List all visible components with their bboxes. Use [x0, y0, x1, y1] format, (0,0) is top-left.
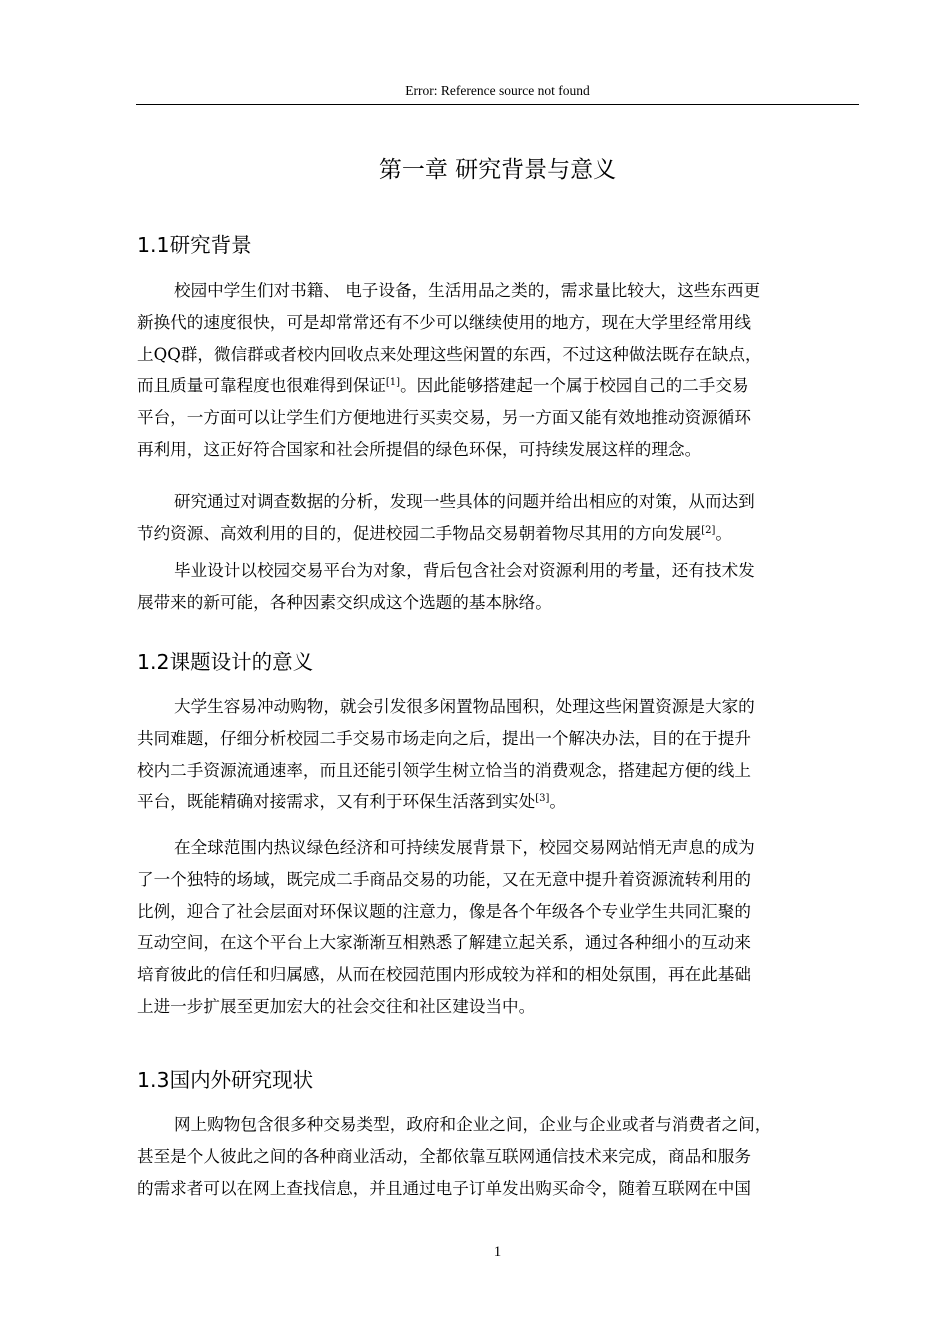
paragraph	[137, 832, 859, 1023]
paragraph	[137, 486, 859, 550]
paragraph-line	[137, 1173, 859, 1205]
paragraph	[137, 691, 859, 818]
section-heading: 1.3国内外研究现状	[137, 1068, 314, 1092]
line-text: 节约资源、高效利用的目的，促进校园二手物品交易朝着物尽其用的方向发展	[137, 523, 702, 543]
line-text-continued: 。	[549, 792, 567, 812]
line-text: 研究通过对调查数据的分析，发现一些具体的问题并给出相应的对策，从而达到	[174, 492, 755, 511]
paragraph-line	[137, 555, 859, 587]
line-text: 在全球范围内热议绿色经济和可持续发展背景下，校园交易网站悄无声息的成为	[174, 838, 755, 857]
line-text: 上QQ群，微信群或者校内回收点来处理这些闲置的东西，不过这种做法既存在缺点，	[137, 344, 762, 364]
line-text: 比例，迎合了社会层面对环保议题的注意力，像是各个年级各个专业学生共同汇聚的	[137, 901, 751, 921]
paragraph	[137, 275, 859, 466]
paragraph-line	[137, 896, 859, 928]
chapter-title: 第一章 研究背景与意义	[378, 157, 617, 183]
line-text: 共同难题，仔细分析校园二手交易市场走向之后，提出一个解决办法，目的在于提升	[137, 728, 751, 748]
paragraph-line	[137, 587, 859, 619]
line-text: 了一个独特的场域，既完成二手商品交易的功能，又在无意中提升着资源流转利用的	[137, 869, 751, 889]
line-text: 培育彼此的信任和归属感，从而在校园范围内形成较为祥和的相处氛围，再在此基础	[137, 965, 751, 985]
paragraph-line	[137, 1109, 859, 1141]
section-heading: 1.1研究背景	[137, 233, 252, 257]
citation-ref[interactable]: [1]	[385, 377, 401, 389]
line-text: 网上购物包含很多种交易类型，政府和企业之间，企业与企业或者与消费者之间，	[174, 1115, 772, 1134]
paragraph-line	[137, 339, 859, 371]
line-text: 互动空间，在这个平台上大家渐渐互相熟悉了解建立起关系，通过各种细小的互动来	[137, 933, 751, 953]
paragraph-line	[137, 927, 859, 959]
paragraph-line	[137, 786, 859, 818]
paragraph-line	[137, 434, 859, 466]
paragraph-line	[137, 486, 859, 518]
paragraph-line	[137, 275, 859, 307]
line-text: 甚至是个人彼此之间的各种商业活动，全都依靠互联网通信技术来完成，商品和服务	[137, 1146, 751, 1166]
page-header: Error: Reference source not found	[405, 83, 590, 98]
paragraph-line	[137, 402, 859, 434]
paragraph	[137, 555, 859, 619]
paragraph-line	[137, 723, 859, 755]
line-text: 展带来的新可能，各种因素交织成这个选题的基本脉络。	[137, 592, 552, 612]
section-heading: 1.2课题设计的意义	[137, 650, 314, 674]
line-text: 平台，一方面可以让学生们方便地进行买卖交易，另一方面又能有效地推动资源循环	[137, 408, 751, 428]
paragraph-line	[137, 832, 859, 864]
line-text: 的需求者可以在网上查找信息，并且通过电子订单发出购买命令，随着互联网在中国	[137, 1178, 751, 1198]
line-text: 校园中学生们对书籍、 电子设备，生活用品之类的，需求量比较大，这些东西更	[174, 281, 761, 300]
line-text: 新换代的速度很快，可是却常常还有不少可以继续使用的地方，现在大学里经常用线	[137, 312, 751, 332]
line-text: 再利用，这正好符合国家和社会所提倡的绿色环保，可持续发展这样的理念。	[137, 439, 702, 459]
paragraph-line	[137, 518, 859, 550]
paragraph-line	[137, 959, 859, 991]
line-text: 校内二手资源流通速率，而且还能引领学生树立恰当的消费观念，搭建起方便的线上	[137, 760, 751, 780]
line-text: 上进一步扩展至更加宏大的社会交往和社区建设当中。	[137, 996, 536, 1016]
paragraph-line	[137, 864, 859, 896]
line-text-continued: 。	[715, 523, 732, 543]
paragraph-line	[137, 691, 859, 723]
citation-ref[interactable]: [2]	[701, 524, 716, 536]
paragraph-line	[137, 1141, 859, 1173]
line-text-continued: 。因此能够搭建起一个属于校园自己的二手交易	[400, 376, 749, 396]
line-text: 大学生容易冲动购物，就会引发很多闲置物品囤积，处理这些闲置资源是大家的	[174, 697, 755, 716]
line-text: 毕业设计以校园交易平台为对象，背后包含社会对资源利用的考量，还有技术发	[174, 561, 755, 580]
paragraph-line	[137, 991, 859, 1023]
citation-ref[interactable]: [3]	[535, 793, 550, 805]
paragraph-line	[137, 755, 859, 787]
page-number: 1	[493, 1244, 502, 1260]
header-rule	[136, 104, 859, 105]
line-text: 平台，既能精确对接需求，又有利于环保生活落到实处	[137, 792, 536, 812]
paragraph-line	[137, 307, 859, 339]
paragraph	[137, 1109, 859, 1204]
paragraph-line	[137, 370, 859, 402]
line-text: 而且质量可靠程度也很难得到保证	[137, 376, 386, 396]
